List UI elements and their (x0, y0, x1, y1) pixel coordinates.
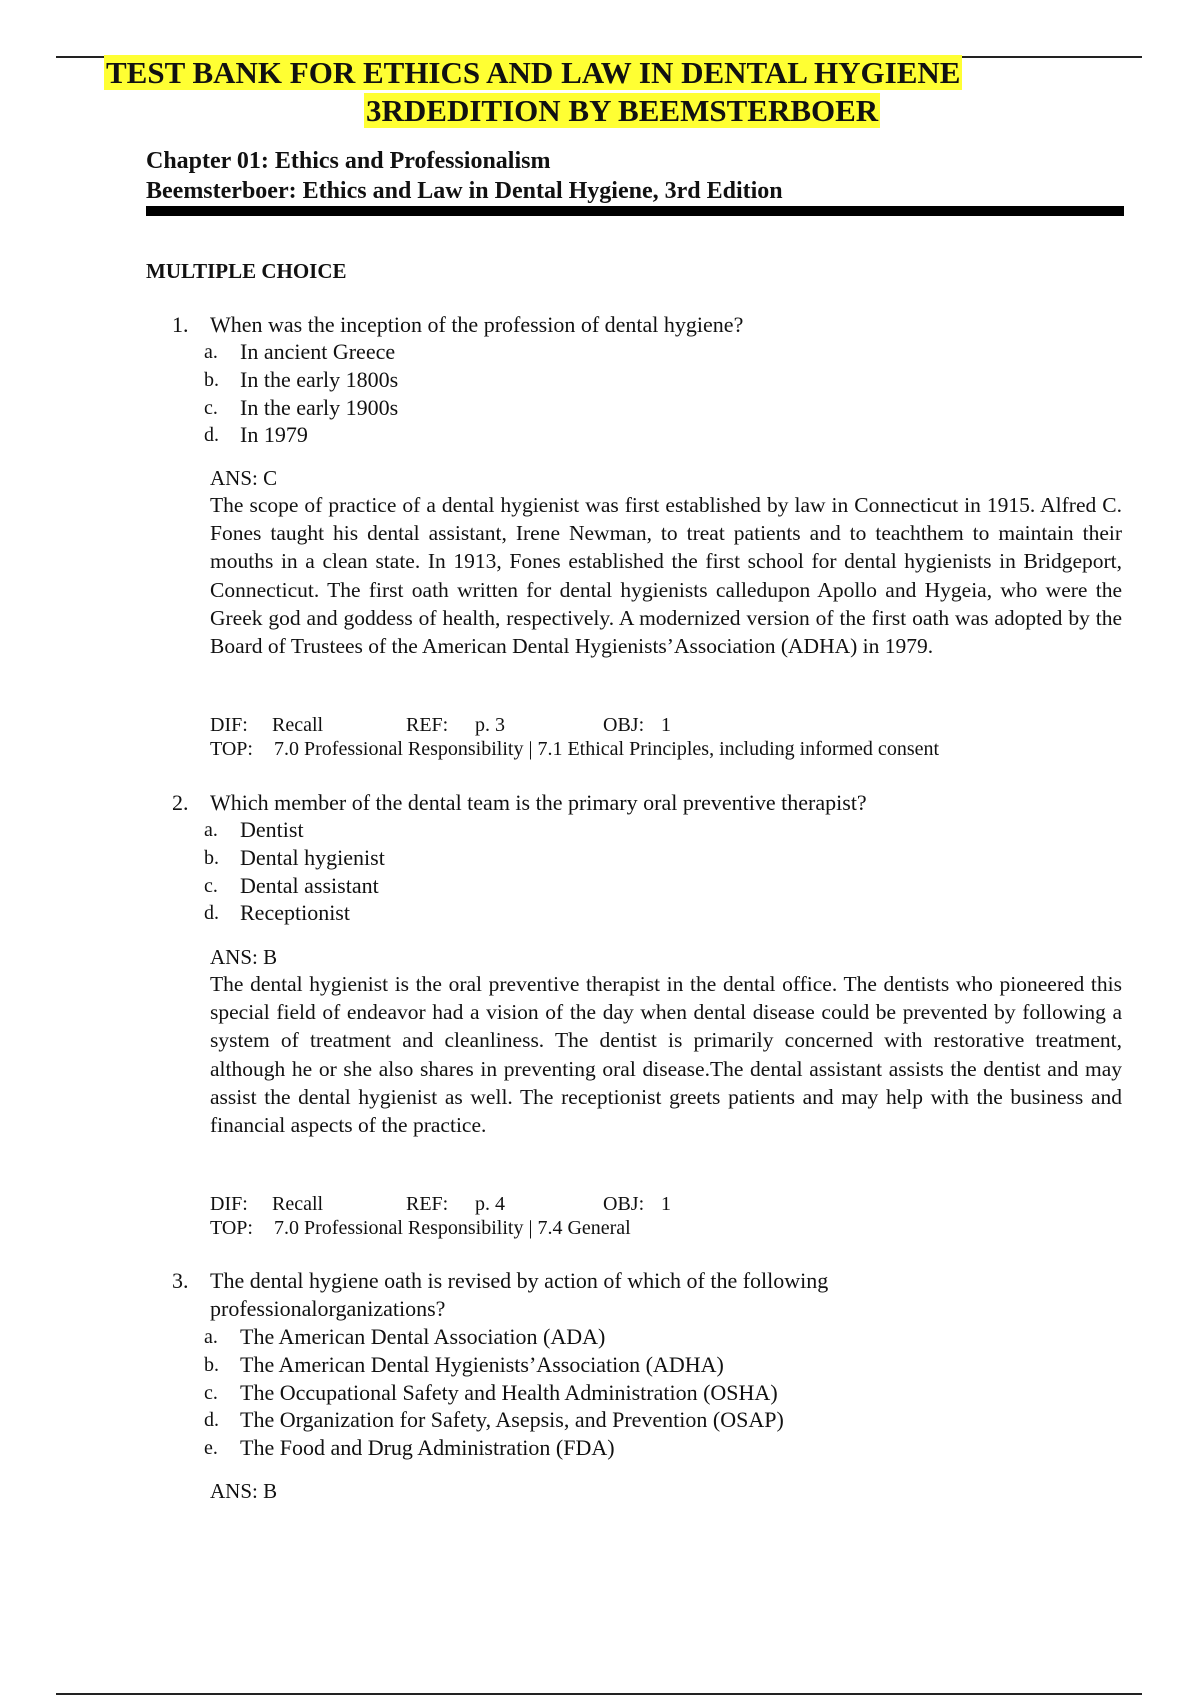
ref-label: REF: (406, 1193, 449, 1215)
rationale: The scope of practice of a dental hygienist was first established by law in Connecticut in 1915. Alfred C. Fones taught his dental assistant, Irene Newman, to treat patients and to teachthem to maintain their mouths in a clean state. In 1913, Fones established the first school for dental hygienists in Bridgeport, Connecticut. The first oath written for dental hygienists calledupon Apollo and Hygeia, who were the Greek god and goddess of health, respectively. A modernized version of the first oath was adopted by the Board of Trustees of the American Dental Hygienists’Association (ADHA) in 1979. (210, 493, 1122, 659)
obj-label: OBJ: (603, 714, 645, 736)
option-letter: b. (204, 847, 219, 869)
dif-label: DIF: (210, 714, 248, 736)
option-letter: c. (204, 875, 218, 897)
document-title-line-2 (364, 93, 880, 129)
option-letter: b. (204, 369, 219, 391)
option-text: Receptionist (240, 900, 350, 925)
top-label: TOP: (210, 1217, 253, 1239)
option-text: The Organization for Safety, Asepsis, and Prevention (OSAP) (240, 1407, 784, 1432)
question-number: 3. (172, 1268, 189, 1293)
option-text: In the early 1900s (240, 395, 399, 420)
option-text: Dental assistant (240, 873, 379, 898)
option-letter: d. (204, 1409, 219, 1431)
section-heading: MULTIPLE CHOICE (146, 259, 347, 283)
top-label: TOP: (210, 738, 253, 760)
dif-value: Recall (272, 714, 324, 736)
option-letter: a. (204, 1326, 218, 1348)
option-text: In ancient Greece (240, 339, 396, 364)
ref-value: p. 3 (475, 714, 505, 736)
obj-value: 1 (661, 1193, 671, 1215)
document-title-line-1 (104, 55, 962, 91)
answer: ANS: C (210, 466, 278, 490)
answer: ANS: B (210, 1479, 278, 1503)
question-number: 2. (172, 790, 189, 815)
option-text: In 1979 (240, 422, 308, 447)
option-letter: c. (204, 397, 218, 419)
option-text: The Food and Drug Administration (FDA) (240, 1435, 615, 1460)
option-letter: e. (204, 1437, 218, 1459)
top-value: 7.0 Professional Responsibility | 7.4 General (274, 1217, 631, 1239)
option-letter: d. (204, 424, 219, 446)
ref-value: p. 4 (475, 1193, 505, 1215)
book-title: Beemsterboer: Ethics and Law in Dental Hygiene, 3rd Edition (146, 178, 783, 204)
ref-label: REF: (406, 714, 449, 736)
option-letter: b. (204, 1354, 219, 1376)
question-text: When was the inception of the profession of dental hygiene? (210, 312, 744, 337)
title-highlight-1: TEST BANK FOR ETHICS AND LAW IN DENTAL HYGIENE (106, 55, 961, 90)
option-letter: a. (204, 341, 218, 363)
obj-value: 1 (661, 714, 671, 736)
question-text: Which member of the dental team is the primary oral preventive therapist? (210, 790, 867, 815)
question-number: 1. (172, 312, 189, 337)
bottom-rule (56, 1693, 1142, 1695)
dif-label: DIF: (210, 1193, 248, 1215)
chapter-title: Chapter 01: Ethics and Professionalism (146, 148, 551, 174)
option-text: Dental hygienist (240, 845, 385, 870)
rationale: The dental hygienist is the oral preventive therapist in the dental office. The dentists who pioneered this special field of endeavor had a vision of the day when dental disease could be prevented by following a system of treatment and cleanliness. The dentist is primarily concerned with restorative treatment, although he or she also shares in preventing oral disease.The dental assistant assists the dentist and may assist the dental hygienist as well. The receptionist greets patients and may help with the business and financial aspects of the practice. (210, 972, 1122, 1138)
option-letter: d. (204, 902, 219, 924)
heading-rule (146, 206, 1124, 216)
option-text: The American Dental Association (ADA) (240, 1324, 606, 1349)
obj-label: OBJ: (603, 1193, 645, 1215)
question-text: The dental hygiene oath is revised by action of which of the following professionalorganizations? (210, 1268, 829, 1321)
option-text: The American Dental Hygienists’Association (ADHA) (240, 1352, 724, 1377)
option-letter: c. (204, 1382, 218, 1404)
answer: ANS: B (210, 945, 278, 969)
dif-value: Recall (272, 1193, 324, 1215)
option-text: The Occupational Safety and Health Administration (OSHA) (240, 1380, 778, 1405)
option-text: In the early 1800s (240, 367, 399, 392)
title-highlight-2: 3RDEDITION BY BEEMSTERBOER (366, 93, 879, 128)
option-letter: a. (204, 819, 218, 841)
option-text: Dentist (240, 817, 304, 842)
top-value: 7.0 Professional Responsibility | 7.1 Ethical Principles, including informed consent (274, 738, 940, 760)
